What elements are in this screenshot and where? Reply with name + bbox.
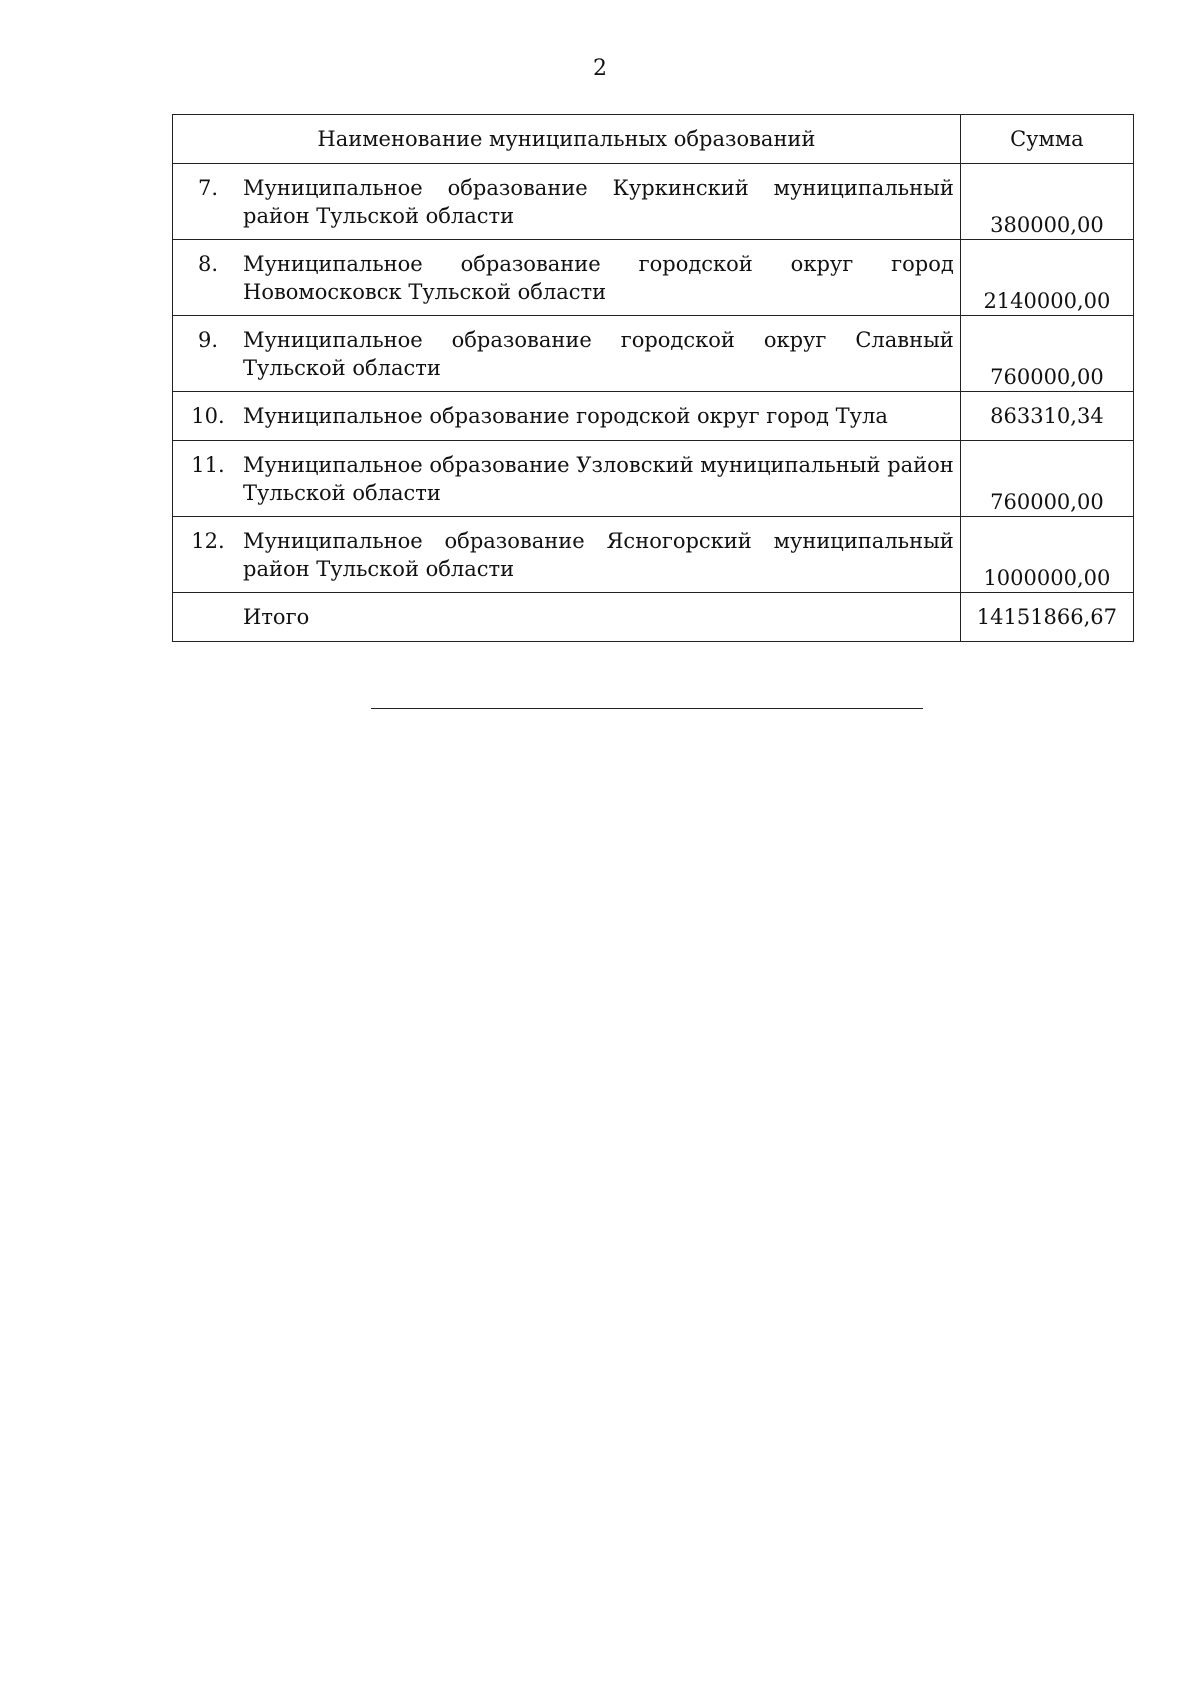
municipality-name: Муниципальное образование городской округ Славный Тульской области <box>243 328 954 380</box>
municipality-name: Муниципальное образование городской округ город Тула <box>243 404 888 428</box>
row-number: 7. <box>197 176 219 200</box>
municipality-name: Муниципальное образование Узловский муниципальный район Тульской области <box>243 453 954 505</box>
row-number: 11. <box>191 453 225 477</box>
row-sum: 2140000,00 <box>960 240 1133 316</box>
row-number: 9. <box>197 328 219 352</box>
total-sum: 14151866,67 <box>960 593 1133 642</box>
municipality-name: Муниципальное образование городской округ город Новомосковск Тульской области <box>243 252 954 304</box>
table-row <box>173 392 1134 441</box>
row-number: 10. <box>191 404 225 428</box>
table-row <box>173 441 1134 517</box>
header-sum: Сумма <box>960 115 1133 164</box>
municipality-name: Муниципальное образование Ясногорский муниципальный район Тульской области <box>243 529 954 581</box>
row-number: 8. <box>197 252 219 276</box>
total-label: Итого <box>243 605 310 629</box>
row-sum: 760000,00 <box>960 316 1133 392</box>
row-number: 12. <box>191 529 225 553</box>
table-header-row <box>173 115 1134 164</box>
page-number: 2 <box>593 56 607 81</box>
row-sum: 760000,00 <box>960 441 1133 517</box>
table-row <box>173 517 1134 593</box>
row-sum: 380000,00 <box>960 164 1133 240</box>
end-of-document-line <box>371 708 923 709</box>
header-name: Наименование муниципальных образований <box>173 115 961 164</box>
table-row <box>173 316 1134 392</box>
row-sum: 1000000,00 <box>960 517 1133 593</box>
allocation-table <box>172 114 1134 642</box>
table-row <box>173 164 1134 240</box>
municipality-name: Муниципальное образование Куркинский муниципальный район Тульской области <box>243 176 954 228</box>
table-row <box>173 240 1134 316</box>
row-sum: 863310,34 <box>960 392 1133 441</box>
total-row <box>173 593 1134 642</box>
